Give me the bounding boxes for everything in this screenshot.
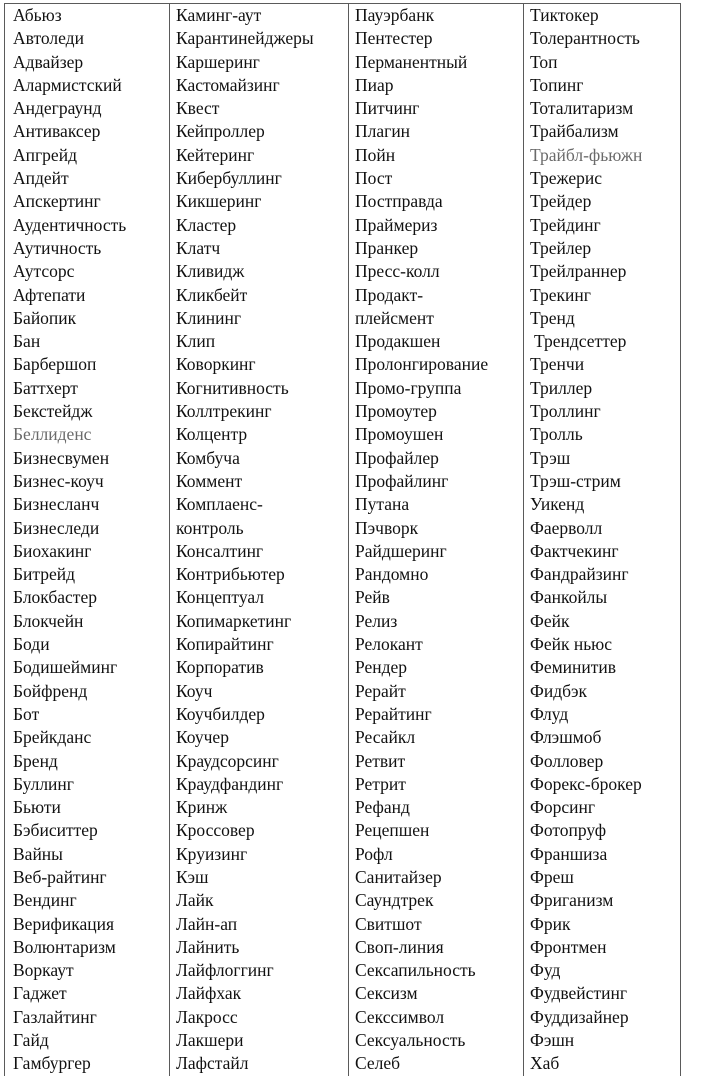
table-row: [5, 796, 681, 819]
word-cell: Лайфхак: [170, 982, 349, 1005]
word-cell: Кликбейт: [170, 284, 349, 307]
word-cell: Фолловер: [524, 750, 681, 773]
word-cell: Феминитив: [524, 656, 681, 679]
word-cell: Когнитивность: [170, 377, 349, 400]
word-cell: Тиктокер: [524, 4, 681, 28]
word-cell: Пранкер: [349, 237, 524, 260]
word-cell: Верификация: [5, 913, 170, 936]
word-cell: Форсинг: [524, 796, 681, 819]
word-cell: Блокчейн: [5, 610, 170, 633]
word-cell: Круизинг: [170, 843, 349, 866]
word-cell: Свитшот: [349, 913, 524, 936]
word-cell: Коллтрекинг: [170, 400, 349, 423]
word-cell: Рерайтинг: [349, 703, 524, 726]
word-cell: Веб-райтинг: [5, 866, 170, 889]
word-cell: Гайд: [5, 1029, 170, 1052]
word-cell: Трэш-стрим: [524, 470, 681, 493]
word-cell: Бэбиситтер: [5, 819, 170, 842]
word-cell: Селеб: [349, 1052, 524, 1075]
word-cell: Фуд: [524, 959, 681, 982]
table-row: [5, 493, 681, 516]
table-row: [5, 819, 681, 842]
word-cell: Копирайтинг: [170, 633, 349, 656]
word-cell: Колцентр: [170, 423, 349, 446]
table-row: [5, 353, 681, 376]
word-cell: Коучбилдер: [170, 703, 349, 726]
word-cell: Плагин: [349, 120, 524, 143]
word-list-table: [4, 3, 681, 1076]
table-row: [5, 913, 681, 936]
word-cell: Трэш: [524, 447, 681, 470]
word-cell: Фактчекинг: [524, 540, 681, 563]
word-cell: Рерайт: [349, 680, 524, 703]
word-cell: Лафстайл: [170, 1052, 349, 1075]
word-cell: Продакшен: [349, 330, 524, 353]
word-cell: Фриганизм: [524, 889, 681, 912]
word-cell: Кринж: [170, 796, 349, 819]
word-cell: Абьюз: [5, 4, 170, 28]
word-cell: Кроссовер: [170, 819, 349, 842]
word-cell: Постправда: [349, 190, 524, 213]
word-cell: Бизнес-коуч: [5, 470, 170, 493]
word-cell: Лайнить: [170, 936, 349, 959]
word-cell: Каршеринг: [170, 51, 349, 74]
word-cell: Пролонгирование: [349, 353, 524, 376]
word-cell: Пиар: [349, 74, 524, 97]
word-cell: Брейкданс: [5, 726, 170, 749]
table-row: [5, 633, 681, 656]
word-cell: Секссимвол: [349, 1006, 524, 1029]
table-row: [5, 656, 681, 679]
word-cell: Трейлраннер: [524, 260, 681, 283]
word-cell: Андеграунд: [5, 97, 170, 120]
table-row: [5, 866, 681, 889]
word-cell: Алармистский: [5, 74, 170, 97]
word-cell: Блокбастер: [5, 586, 170, 609]
word-cell: Концептуал: [170, 586, 349, 609]
table-row: [5, 610, 681, 633]
word-cell: Лайфлоггинг: [170, 959, 349, 982]
table-row: [5, 773, 681, 796]
word-cell: Фотопруф: [524, 819, 681, 842]
word-cell: Консалтинг: [170, 540, 349, 563]
word-cell: Кливидж: [170, 260, 349, 283]
word-cell: Фандрайзинг: [524, 563, 681, 586]
word-cell: Волюнтаризм: [5, 936, 170, 959]
word-cell: Клип: [170, 330, 349, 353]
word-cell: Кикшеринг: [170, 190, 349, 213]
word-cell: Пауэрбанк: [349, 4, 524, 28]
word-cell: Перманентный: [349, 51, 524, 74]
word-cell: Квест: [170, 97, 349, 120]
word-cell: Трейдер: [524, 190, 681, 213]
word-cell: Топ: [524, 51, 681, 74]
table-row: [5, 260, 681, 283]
word-cell: Краудсорсинг: [170, 750, 349, 773]
table-row: [5, 470, 681, 493]
word-cell: Трендсеттер: [524, 330, 681, 353]
word-cell: Рендер: [349, 656, 524, 679]
word-cell: Лайк: [170, 889, 349, 912]
word-cell: Бизнесланч: [5, 493, 170, 516]
word-cell: Бан: [5, 330, 170, 353]
word-cell: Фэшн: [524, 1029, 681, 1052]
word-cell: Питчинг: [349, 97, 524, 120]
word-cell: Фейк: [524, 610, 681, 633]
word-cell: Трайбл-фьюжн: [524, 144, 681, 167]
word-cell: Трейдинг: [524, 214, 681, 237]
word-cell: Промоутер: [349, 400, 524, 423]
word-cell: Фейк ньюс: [524, 633, 681, 656]
word-cell: Ретвит: [349, 750, 524, 773]
word-cell: Пэчворк: [349, 517, 524, 540]
word-cell: Трежерис: [524, 167, 681, 190]
word-cell: Битрейд: [5, 563, 170, 586]
table-row: [5, 4, 681, 28]
word-cell: Уикенд: [524, 493, 681, 516]
table-row: [5, 377, 681, 400]
word-cell: Бекстейдж: [5, 400, 170, 423]
table-row: [5, 330, 681, 353]
table-row: [5, 423, 681, 446]
table-row: [5, 586, 681, 609]
table-row: [5, 889, 681, 912]
word-cell: Антиваксер: [5, 120, 170, 143]
table-row: [5, 936, 681, 959]
table-row: [5, 144, 681, 167]
word-cell: Биохакинг: [5, 540, 170, 563]
word-cell: Рофл: [349, 843, 524, 866]
word-cell: Триллер: [524, 377, 681, 400]
word-cell: Гаджет: [5, 982, 170, 1005]
word-cell: Коворкинг: [170, 353, 349, 376]
word-cell: Гамбургер: [5, 1052, 170, 1075]
table-row: [5, 1006, 681, 1029]
word-cell: Пресс-колл: [349, 260, 524, 283]
word-cell: Своп-линия: [349, 936, 524, 959]
word-cell: Тренчи: [524, 353, 681, 376]
word-cell: Рецепшен: [349, 819, 524, 842]
word-cell: Кейпроллер: [170, 120, 349, 143]
table-row: [5, 959, 681, 982]
word-cell: Фудвейстинг: [524, 982, 681, 1005]
word-cell: Карантинейджеры: [170, 27, 349, 50]
word-cell: Франшиза: [524, 843, 681, 866]
word-cell: Релиз: [349, 610, 524, 633]
word-cell: Апгрейд: [5, 144, 170, 167]
table-row: [5, 726, 681, 749]
word-cell: Сексуальность: [349, 1029, 524, 1052]
word-cell: Контрибьютер: [170, 563, 349, 586]
word-cell: Фаерволл: [524, 517, 681, 540]
word-cell: Лакшери: [170, 1029, 349, 1052]
word-cell: Бизнесвумен: [5, 447, 170, 470]
word-list-body: [5, 4, 681, 1076]
word-cell: Автоледи: [5, 27, 170, 50]
word-cell: Копимаркетинг: [170, 610, 349, 633]
word-cell: Пентестер: [349, 27, 524, 50]
word-cell: Коммент: [170, 470, 349, 493]
word-cell: Форекс-брокер: [524, 773, 681, 796]
word-cell: Хаб: [524, 1052, 681, 1075]
word-cell: Клининг: [170, 307, 349, 330]
word-cell: Газлайтинг: [5, 1006, 170, 1029]
word-cell: Апскертинг: [5, 190, 170, 213]
word-cell: Вайны: [5, 843, 170, 866]
word-cell: Трейлер: [524, 237, 681, 260]
word-cell: Тренд: [524, 307, 681, 330]
word-cell: Лакросс: [170, 1006, 349, 1029]
word-cell: Бьюти: [5, 796, 170, 819]
word-cell: Апдейт: [5, 167, 170, 190]
word-cell: Лайн-ап: [170, 913, 349, 936]
word-cell: Санитайзер: [349, 866, 524, 889]
word-cell: Байопик: [5, 307, 170, 330]
word-cell: Сексизм: [349, 982, 524, 1005]
word-cell: Аудентичность: [5, 214, 170, 237]
word-cell: Кейтеринг: [170, 144, 349, 167]
table-row: [5, 74, 681, 97]
word-cell: Рандомно: [349, 563, 524, 586]
table-row: [5, 680, 681, 703]
word-cell: Кластер: [170, 214, 349, 237]
word-cell: Вендинг: [5, 889, 170, 912]
table-row: [5, 540, 681, 563]
word-cell: Толерантность: [524, 27, 681, 50]
table-row: [5, 190, 681, 213]
word-cell: Топинг: [524, 74, 681, 97]
word-cell: Баттхерт: [5, 377, 170, 400]
word-cell: Корпоратив: [170, 656, 349, 679]
table-row: [5, 167, 681, 190]
word-cell: Релокант: [349, 633, 524, 656]
table-row: [5, 982, 681, 1005]
word-cell: Бодишейминг: [5, 656, 170, 679]
word-cell: Комбуча: [170, 447, 349, 470]
word-cell: Клатч: [170, 237, 349, 260]
word-cell: Рейв: [349, 586, 524, 609]
word-cell: Флуд: [524, 703, 681, 726]
word-cell: Фреш: [524, 866, 681, 889]
word-cell: Пост: [349, 167, 524, 190]
word-cell: Тоталитаризм: [524, 97, 681, 120]
word-cell: Профайлер: [349, 447, 524, 470]
word-cell: Продакт-: [349, 284, 524, 307]
word-cell: Афтепати: [5, 284, 170, 307]
word-cell: Ретрит: [349, 773, 524, 796]
word-cell: Промо-группа: [349, 377, 524, 400]
word-cell: Барбершоп: [5, 353, 170, 376]
word-cell: Фуддизайнер: [524, 1006, 681, 1029]
word-cell: Фронтмен: [524, 936, 681, 959]
word-cell: Путана: [349, 493, 524, 516]
word-cell: Воркаут: [5, 959, 170, 982]
word-cell: Бренд: [5, 750, 170, 773]
word-cell: Фрик: [524, 913, 681, 936]
word-cell: Фидбэк: [524, 680, 681, 703]
word-cell: Сексапильность: [349, 959, 524, 982]
table-row: [5, 120, 681, 143]
word-cell: Адвайзер: [5, 51, 170, 74]
word-cell: Аутичность: [5, 237, 170, 260]
word-cell: Ресайкл: [349, 726, 524, 749]
word-cell: Коучер: [170, 726, 349, 749]
word-cell: Троллинг: [524, 400, 681, 423]
word-cell: Трайбализм: [524, 120, 681, 143]
table-row: [5, 750, 681, 773]
word-cell: Кибербуллинг: [170, 167, 349, 190]
word-cell: Бизнеследи: [5, 517, 170, 540]
table-row: [5, 563, 681, 586]
word-cell: Кастомайзинг: [170, 74, 349, 97]
word-cell: Праймериз: [349, 214, 524, 237]
table-row: [5, 843, 681, 866]
word-cell: плейсмент: [349, 307, 524, 330]
word-cell: Фанкойлы: [524, 586, 681, 609]
word-cell: Бойфренд: [5, 680, 170, 703]
word-cell: Бот: [5, 703, 170, 726]
table-row: [5, 703, 681, 726]
word-cell: Беллиденс: [5, 423, 170, 446]
table-row: [5, 237, 681, 260]
word-cell: Пойн: [349, 144, 524, 167]
word-cell: Краудфандинг: [170, 773, 349, 796]
word-cell: Каминг-аут: [170, 4, 349, 28]
word-cell: Промоушен: [349, 423, 524, 446]
table-row: [5, 27, 681, 50]
word-cell: Саундтрек: [349, 889, 524, 912]
word-cell: Буллинг: [5, 773, 170, 796]
word-cell: Рефанд: [349, 796, 524, 819]
word-cell: Кэш: [170, 866, 349, 889]
table-row: [5, 400, 681, 423]
word-cell: Коуч: [170, 680, 349, 703]
table-row: [5, 517, 681, 540]
table-row: [5, 307, 681, 330]
word-cell: Райдшеринг: [349, 540, 524, 563]
word-cell: Комплаенс-: [170, 493, 349, 516]
word-cell: Боди: [5, 633, 170, 656]
word-cell: Трекинг: [524, 284, 681, 307]
table-row: [5, 97, 681, 120]
table-row: [5, 1052, 681, 1075]
word-cell: Тролль: [524, 423, 681, 446]
word-cell: контроль: [170, 517, 349, 540]
word-cell: Профайлинг: [349, 470, 524, 493]
table-row: [5, 284, 681, 307]
word-cell: Флэшмоб: [524, 726, 681, 749]
table-row: [5, 214, 681, 237]
table-row: [5, 1029, 681, 1052]
table-row: [5, 51, 681, 74]
table-row: [5, 447, 681, 470]
word-cell: Аутсорс: [5, 260, 170, 283]
